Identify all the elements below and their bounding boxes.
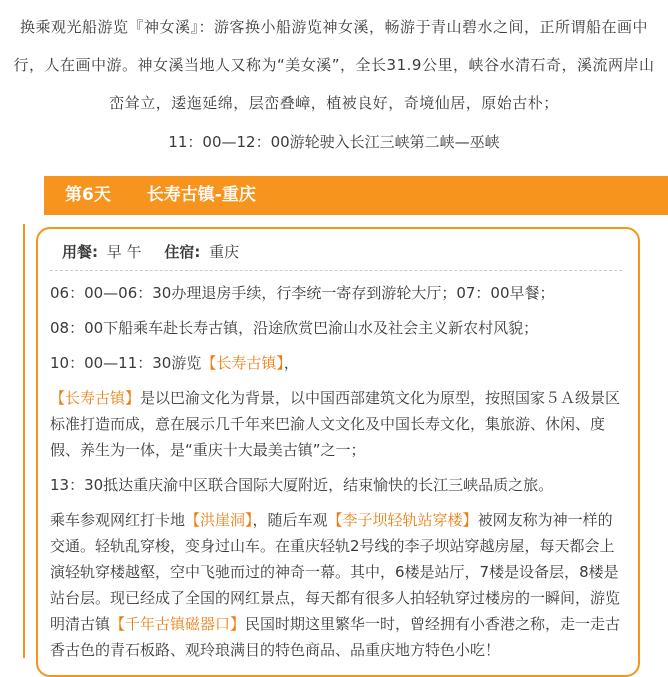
text-segment: 被网友称为神一样的交通。轻轨乱穿梭，变身过山车。在重庆轻轨2号线的李子坝站穿越房屋，每天都会上演轻轨穿楼越壑，空中飞驰而过的神奇一幕。其中，6楼是站厅，7楼是设备层，8楼是站台层。现已经成了全国的网红景点，每天都有很多人拍轻轨穿过楼房的一瞬间，游览明清古镇 <box>50 511 621 633</box>
itinerary-card <box>36 227 640 677</box>
stay-value: 重庆 <box>209 243 240 261</box>
meals-label: 用餐: <box>62 243 98 261</box>
text-segment: 10：00—11：30游览 <box>50 354 202 372</box>
highlighted-attraction-name: 【长寿古镇】 <box>201 354 284 372</box>
text-segment: 06：00—06：30办理退房手续，行李统一寄存到游轮大厅；07：00早餐； <box>50 284 555 302</box>
schedule-item-tour <box>50 350 622 376</box>
schedule-item-depart <box>50 315 622 341</box>
text-segment: 13：30抵达重庆渝中区联合国际大厦附近，结束愉快的长江三峡品质之旅。 <box>50 476 554 494</box>
attraction-description-changshou <box>50 385 622 463</box>
day-label: 第6天 <box>65 185 111 205</box>
highlighted-attraction-name: 【长寿古镇】 <box>50 389 141 407</box>
meals-divider <box>50 270 622 271</box>
text-segment: ，随后车观 <box>252 511 328 529</box>
schedule-item-checkout <box>50 280 622 306</box>
meals-value: 早 午 <box>106 243 142 261</box>
text-segment: 民国时期这里繁华一时，曾经拥有小香港之称，走一走古香古色的青石板路、观玲琅满目的特色商品、品重庆地方特色小吃！ <box>50 615 621 659</box>
highlighted-attraction-name: 【千年古镇磁器口】 <box>110 615 246 633</box>
attraction-description-chongqing <box>50 507 622 663</box>
intro-paragraph: 换乘观光船游览『神女溪』：游客换小船游览神女溪，畅游于青山碧水之间，正所谓船在画中行，人在画中游。神女溪当地人又称为“美女溪”，全长31.9公里，峡谷水清石奇，溪流两岸山峦耸立，逶迤延绵，层峦叠嶂，植被良好，奇境仙居，原始古朴； <box>13 18 655 112</box>
text-segment: ， <box>283 354 299 372</box>
text-segment: 乘车参观网红打卡地 <box>50 511 186 529</box>
itinerary-page <box>0 8 668 677</box>
stay-label: 住宿: <box>164 243 201 261</box>
left-vertical-rule <box>23 224 25 658</box>
highlighted-attraction-name: 【李子坝轻轨站穿楼】 <box>327 511 478 529</box>
day-header-bar <box>44 176 668 215</box>
cruise-schedule-line: 11：00—12：00游轮驶入长江三峡第二峡—巫峡 <box>168 133 500 151</box>
meals-row <box>50 239 622 265</box>
text-segment: 是以巴渝文化为背景，以中国西部建筑文化为原型，按照国家５Ａ级景区标准打造而成，意在展示几千年来巴渝人文文化及中国长寿文化，集旅游、休闲、度假、养生为一体，是“重庆十大最美古镇”之一； <box>50 389 621 459</box>
text-segment: 08：00下船乘车赴长寿古镇，沿途欣赏巴渝山水及社会主义新农村风貌； <box>50 319 539 337</box>
highlighted-attraction-name: 【洪崖洞】 <box>185 511 253 529</box>
day-route: 长寿古镇-重庆 <box>146 185 256 205</box>
schedule-item-arrival <box>50 472 622 498</box>
